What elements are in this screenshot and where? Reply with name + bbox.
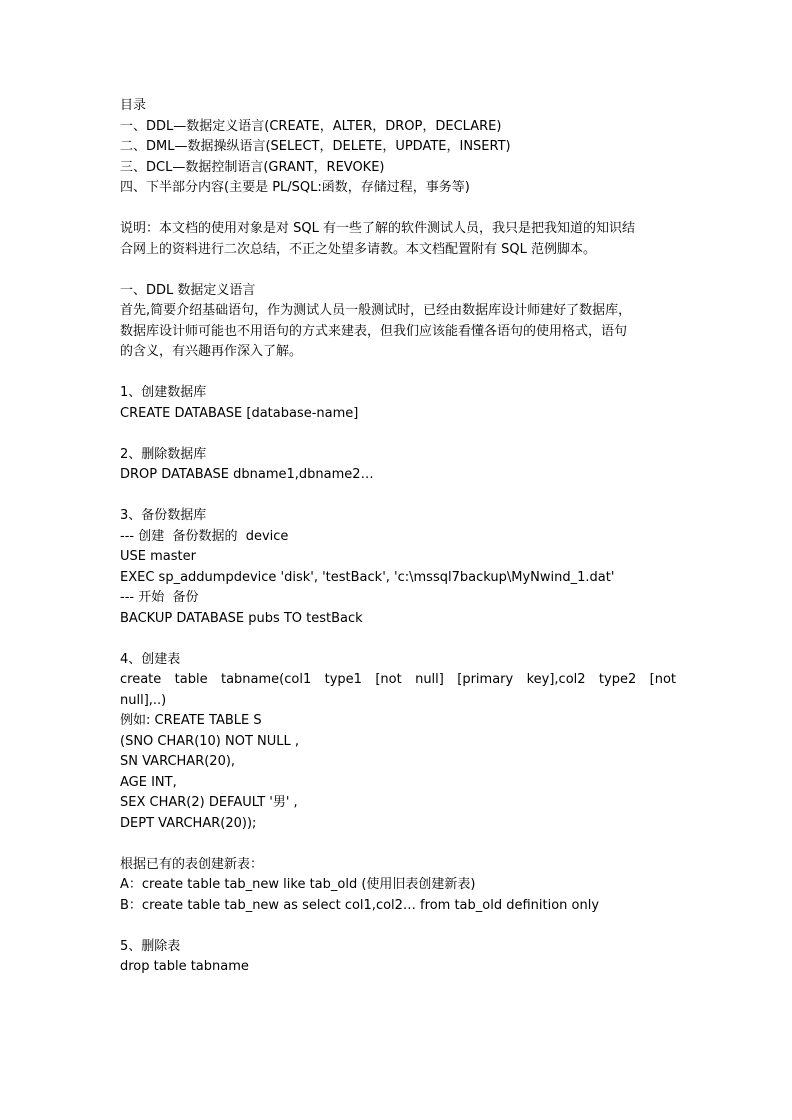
create-from-existing-a: A：create table tab_new like tab_old (使用旧表创建新表) [120, 877, 476, 892]
drop-database-code: DROP DATABASE dbname1,dbname2… [120, 467, 374, 482]
backup-code-line: USE master [120, 549, 196, 564]
create-table-example-line: 例如: CREATE TABLE S [120, 713, 262, 728]
create-table-syntax-line-2: null],..) [120, 692, 167, 708]
create-table-example-line: SN VARCHAR(20), [120, 754, 236, 769]
section-ddl-heading: 一、DDL 数据定义语言 [120, 282, 256, 298]
backup-database-heading: 3、备份数据库 [120, 508, 207, 523]
create-from-existing-heading: 根据已有的表创建新表： [120, 856, 264, 872]
spacer [120, 260, 676, 281]
note-line-1: 说明：本文档的使用对象是对 SQL 有一些了解的软件测试人员，我只是把我知道的知识结 [120, 221, 635, 236]
create-table-example-line: DEPT VARCHAR(20)); [120, 815, 257, 831]
spacer [120, 834, 676, 855]
drop-table-heading: 5、删除表 [120, 938, 181, 954]
backup-code-line: BACKUP DATABASE pubs TO testBack [120, 610, 363, 626]
create-table-syntax-line-1: create table tabname(col1 type1 [not null] [primary key],col2 type2 [not [120, 672, 676, 687]
backup-code-line: --- 开始 备份 [120, 590, 199, 605]
create-from-existing-b: B：create table tab_new as select col1,col2… from tab_old definition only [120, 897, 600, 913]
section-ddl-intro-2: 数据库设计师可能也不用语句的方式来建表，但我们应该能看懂各语句的使用格式，语句 [120, 323, 628, 339]
document-page [120, 96, 676, 978]
spacer [120, 916, 676, 937]
create-table-heading: 4、创建表 [120, 651, 181, 667]
create-table-example-line: AGE INT, [120, 774, 177, 790]
backup-code-line: --- 创建 备份数据的 device [120, 528, 289, 544]
section-ddl-intro-1: 首先,简要介绍基础语句，作为测试人员一般测试时，已经由数据库设计师建好了数据库， [120, 303, 632, 318]
toc-item-dml: 二、DML—数据操纵语言(SELECT，DELETE，UPDATE，INSERT) [120, 139, 511, 154]
backup-code-line: EXEC sp_addumpdevice 'disk', 'testBack', 'c:\mssql7backup\MyNwind_1.dat' [120, 569, 615, 585]
spacer [120, 629, 676, 650]
spacer [120, 424, 676, 445]
drop-table-code: drop table tabname [120, 959, 249, 974]
section-ddl-intro-3: 的含义，有兴趣再作深入了解。 [120, 344, 303, 359]
create-database-code: CREATE DATABASE [database-name] [120, 405, 359, 421]
drop-database-heading: 2、删除数据库 [120, 446, 207, 462]
spacer [120, 199, 676, 220]
toc-item-plsql: 四、下半部分内容(主要是 PL/SQL:函数，存储过程，事务等) [120, 180, 470, 195]
toc-item-ddl: 一、DDL—数据定义语言(CREATE，ALTER，DROP，DECLARE) [120, 118, 502, 134]
create-table-example-line: SEX CHAR(2) DEFAULT '男' , [120, 795, 298, 810]
note-line-2: 合网上的资料进行二次总结，不正之处望多请教。本文档配置附有 SQL 范例脚本。 [120, 241, 596, 257]
create-database-heading: 1、创建数据库 [120, 385, 207, 400]
toc-item-dcl: 三、DCL—数据控制语言(GRANT，REVOKE) [120, 159, 385, 175]
spacer [120, 486, 676, 507]
spacer [120, 363, 676, 384]
create-table-example-line: (SNO CHAR(10) NOT NULL , [120, 733, 300, 749]
toc-title: 目录 [120, 98, 147, 113]
